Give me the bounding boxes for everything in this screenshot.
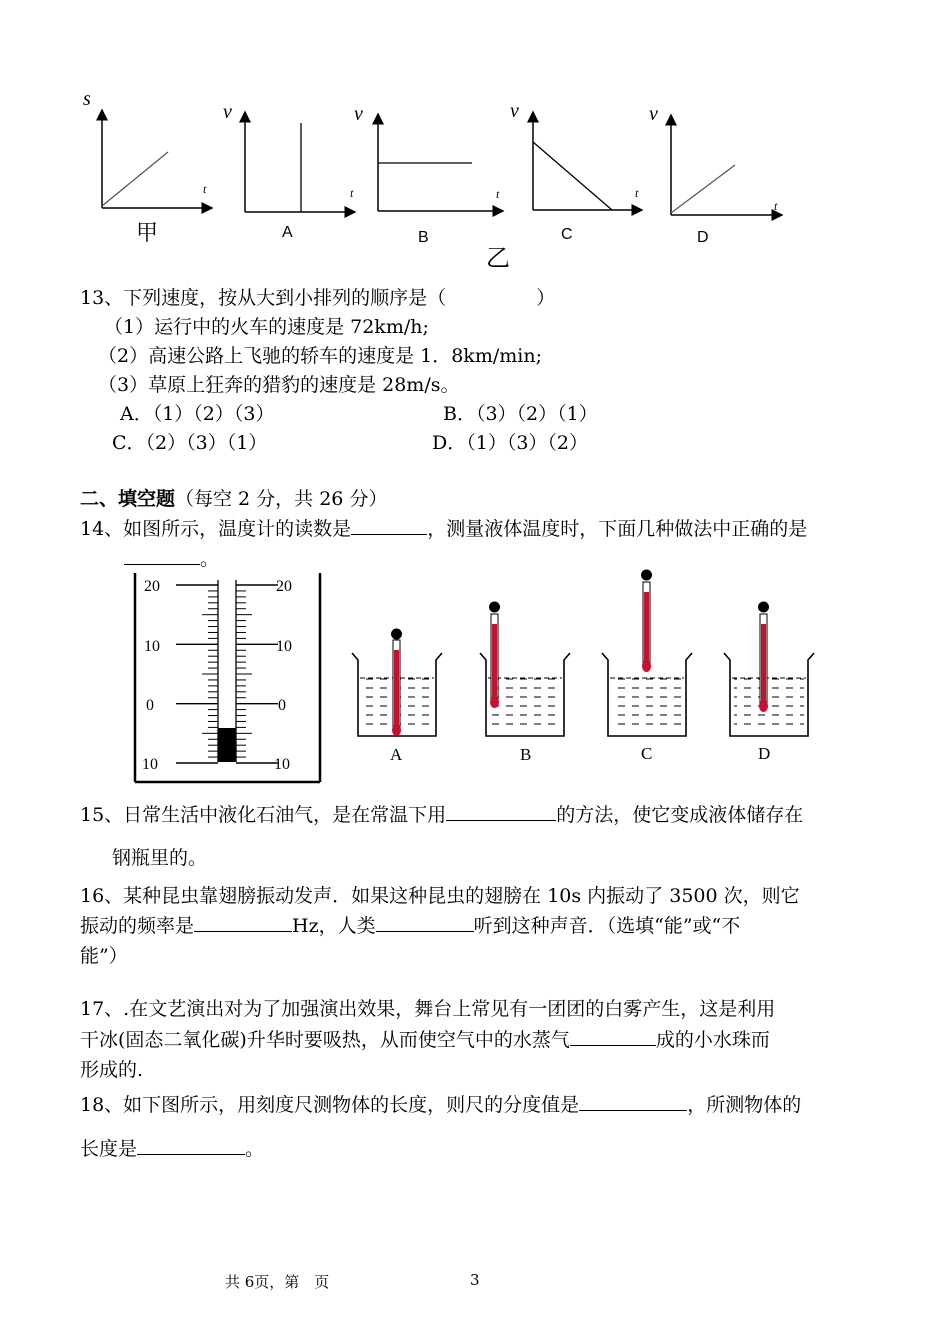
q14-line-1: 14、如图所示，温度计的读数是 ，测量液体温度时，下面几种做法中正确的是	[80, 518, 808, 540]
thermo-left-tick-minus10: 10	[142, 756, 158, 773]
graph-d-caption: D	[697, 229, 709, 246]
q17-line-3: 形成的.	[80, 1059, 144, 1081]
q13-item-2: （2）高速公路上飞驰的轿车的速度是 1．8km/min;	[98, 345, 542, 367]
section-2-note: （每空 2 分，共 26 分）	[175, 488, 388, 510]
q13-item-3: （3）草原上狂奔的猎豹的速度是 28m/s。	[98, 374, 460, 396]
q18-line-2: 长度是 。	[80, 1138, 265, 1160]
beakers-figure	[345, 560, 815, 770]
thermo-left-tick-0: 0	[146, 697, 154, 714]
graph-group-label: 乙	[486, 246, 510, 272]
graph-d-line	[671, 165, 735, 213]
q17-line-1: 17、.在文艺演出对为了加强演出效果，舞台上常见有一团团的白雾产生，这是利用	[80, 998, 776, 1020]
graph-b	[354, 103, 503, 246]
q16-blank-hear[interactable]	[376, 913, 474, 932]
q18-blank-length[interactable]	[137, 1136, 245, 1155]
q14-line-2: 。	[124, 546, 219, 572]
graph-jia-x-label: t	[203, 182, 207, 196]
graph-c	[510, 100, 642, 243]
beaker-c	[602, 570, 692, 764]
thermometer-liquid	[218, 728, 236, 762]
graph-c-caption: C	[561, 226, 573, 243]
graph-b-y-label: v	[354, 103, 363, 125]
graph-a	[223, 101, 355, 241]
beaker-b	[480, 602, 570, 765]
q14-blank-method[interactable]	[124, 546, 200, 565]
q13-stem: 13、下列速度，按从大到小排列的顺序是（ ）	[80, 287, 556, 309]
q18-line-1: 18、如下图所示，用刻度尺测物体的长度，则尺的分度值是 ，所测物体的	[80, 1094, 802, 1116]
thermo-left-tick-20: 20	[144, 578, 160, 595]
q16-line-2: 振动的频率是 Hz，人类 听到这种声音．（选填“能”或“不	[80, 915, 741, 937]
graph-jia-y-label: s	[83, 88, 91, 110]
graph-c-y-label: v	[510, 100, 519, 122]
graph-a-x-label: t	[350, 186, 354, 200]
q15-line-1: 15、日常生活中液化石油气，是在常温下用 的方法，使它变成液体储存在	[80, 804, 804, 826]
q17-blank[interactable]	[570, 1027, 656, 1046]
motion-graphs	[0, 80, 950, 275]
q14-blank-reading[interactable]	[351, 516, 427, 535]
graph-b-x-label: t	[496, 187, 500, 201]
beaker-d	[724, 602, 814, 764]
graph-d-y-label: v	[649, 103, 658, 125]
beaker-a	[352, 629, 442, 765]
graph-jia	[83, 88, 212, 245]
thermo-left-tick-10: 10	[144, 638, 160, 655]
q16-line-1: 16、某种昆虫靠翅膀振动发声．如果这种昆虫的翅膀在 10s 内振动了 3500 次，则它	[80, 885, 800, 907]
graph-c-x-label: t	[635, 186, 639, 200]
beaker-c-label: C	[641, 744, 653, 763]
q13-option-c[interactable]: C．（2）（3）（1）	[112, 432, 268, 454]
graph-jia-caption: 甲	[136, 220, 159, 245]
thermo-right-tick-0: 0	[278, 697, 286, 714]
q17-line-2: 干冰(固态二氧化碳)升华时要吸热，从而使空气中的水蒸气 成的小水珠而	[80, 1029, 770, 1051]
graph-a-y-label: v	[223, 101, 232, 123]
section-2-title: 二、填空题	[80, 488, 176, 510]
q16-blank-frequency[interactable]	[194, 913, 292, 932]
graph-a-caption: A	[282, 224, 293, 241]
beaker-d-label: D	[758, 744, 771, 763]
beaker-a-label: A	[390, 745, 403, 764]
q15-blank[interactable]	[446, 802, 556, 821]
q13-item-1: （1）运行中的火车的速度是 72km/h;	[104, 316, 429, 338]
q13-option-b[interactable]: B．（3）（2）（1）	[443, 403, 598, 425]
graph-b-caption: B	[418, 229, 429, 246]
graph-d	[649, 103, 782, 246]
thermo-right-tick-20: 20	[276, 578, 292, 595]
graph-d-x-label: t	[774, 199, 778, 213]
q13-option-d[interactable]: D．（1）（3）（2）	[432, 432, 588, 454]
thermo-right-tick-10: 10	[276, 638, 292, 655]
footer-page-number: 3	[470, 1271, 480, 1289]
footer-page-count: 共 6页，第 页	[225, 1273, 330, 1291]
beaker-b-label: B	[520, 745, 532, 764]
q13-option-a[interactable]: A．（1）（2）（3）	[120, 403, 275, 425]
thermo-right-tick-minus10: 10	[274, 756, 290, 773]
q16-line-3: 能”）	[80, 945, 128, 967]
graph-c-line	[533, 142, 612, 210]
graph-jia-line	[102, 152, 168, 206]
section-2-heading	[80, 486, 387, 512]
q18-blank-division[interactable]	[579, 1092, 687, 1111]
thermometer-figure	[125, 565, 330, 787]
q15-line-2: 钢瓶里的。	[112, 847, 208, 869]
